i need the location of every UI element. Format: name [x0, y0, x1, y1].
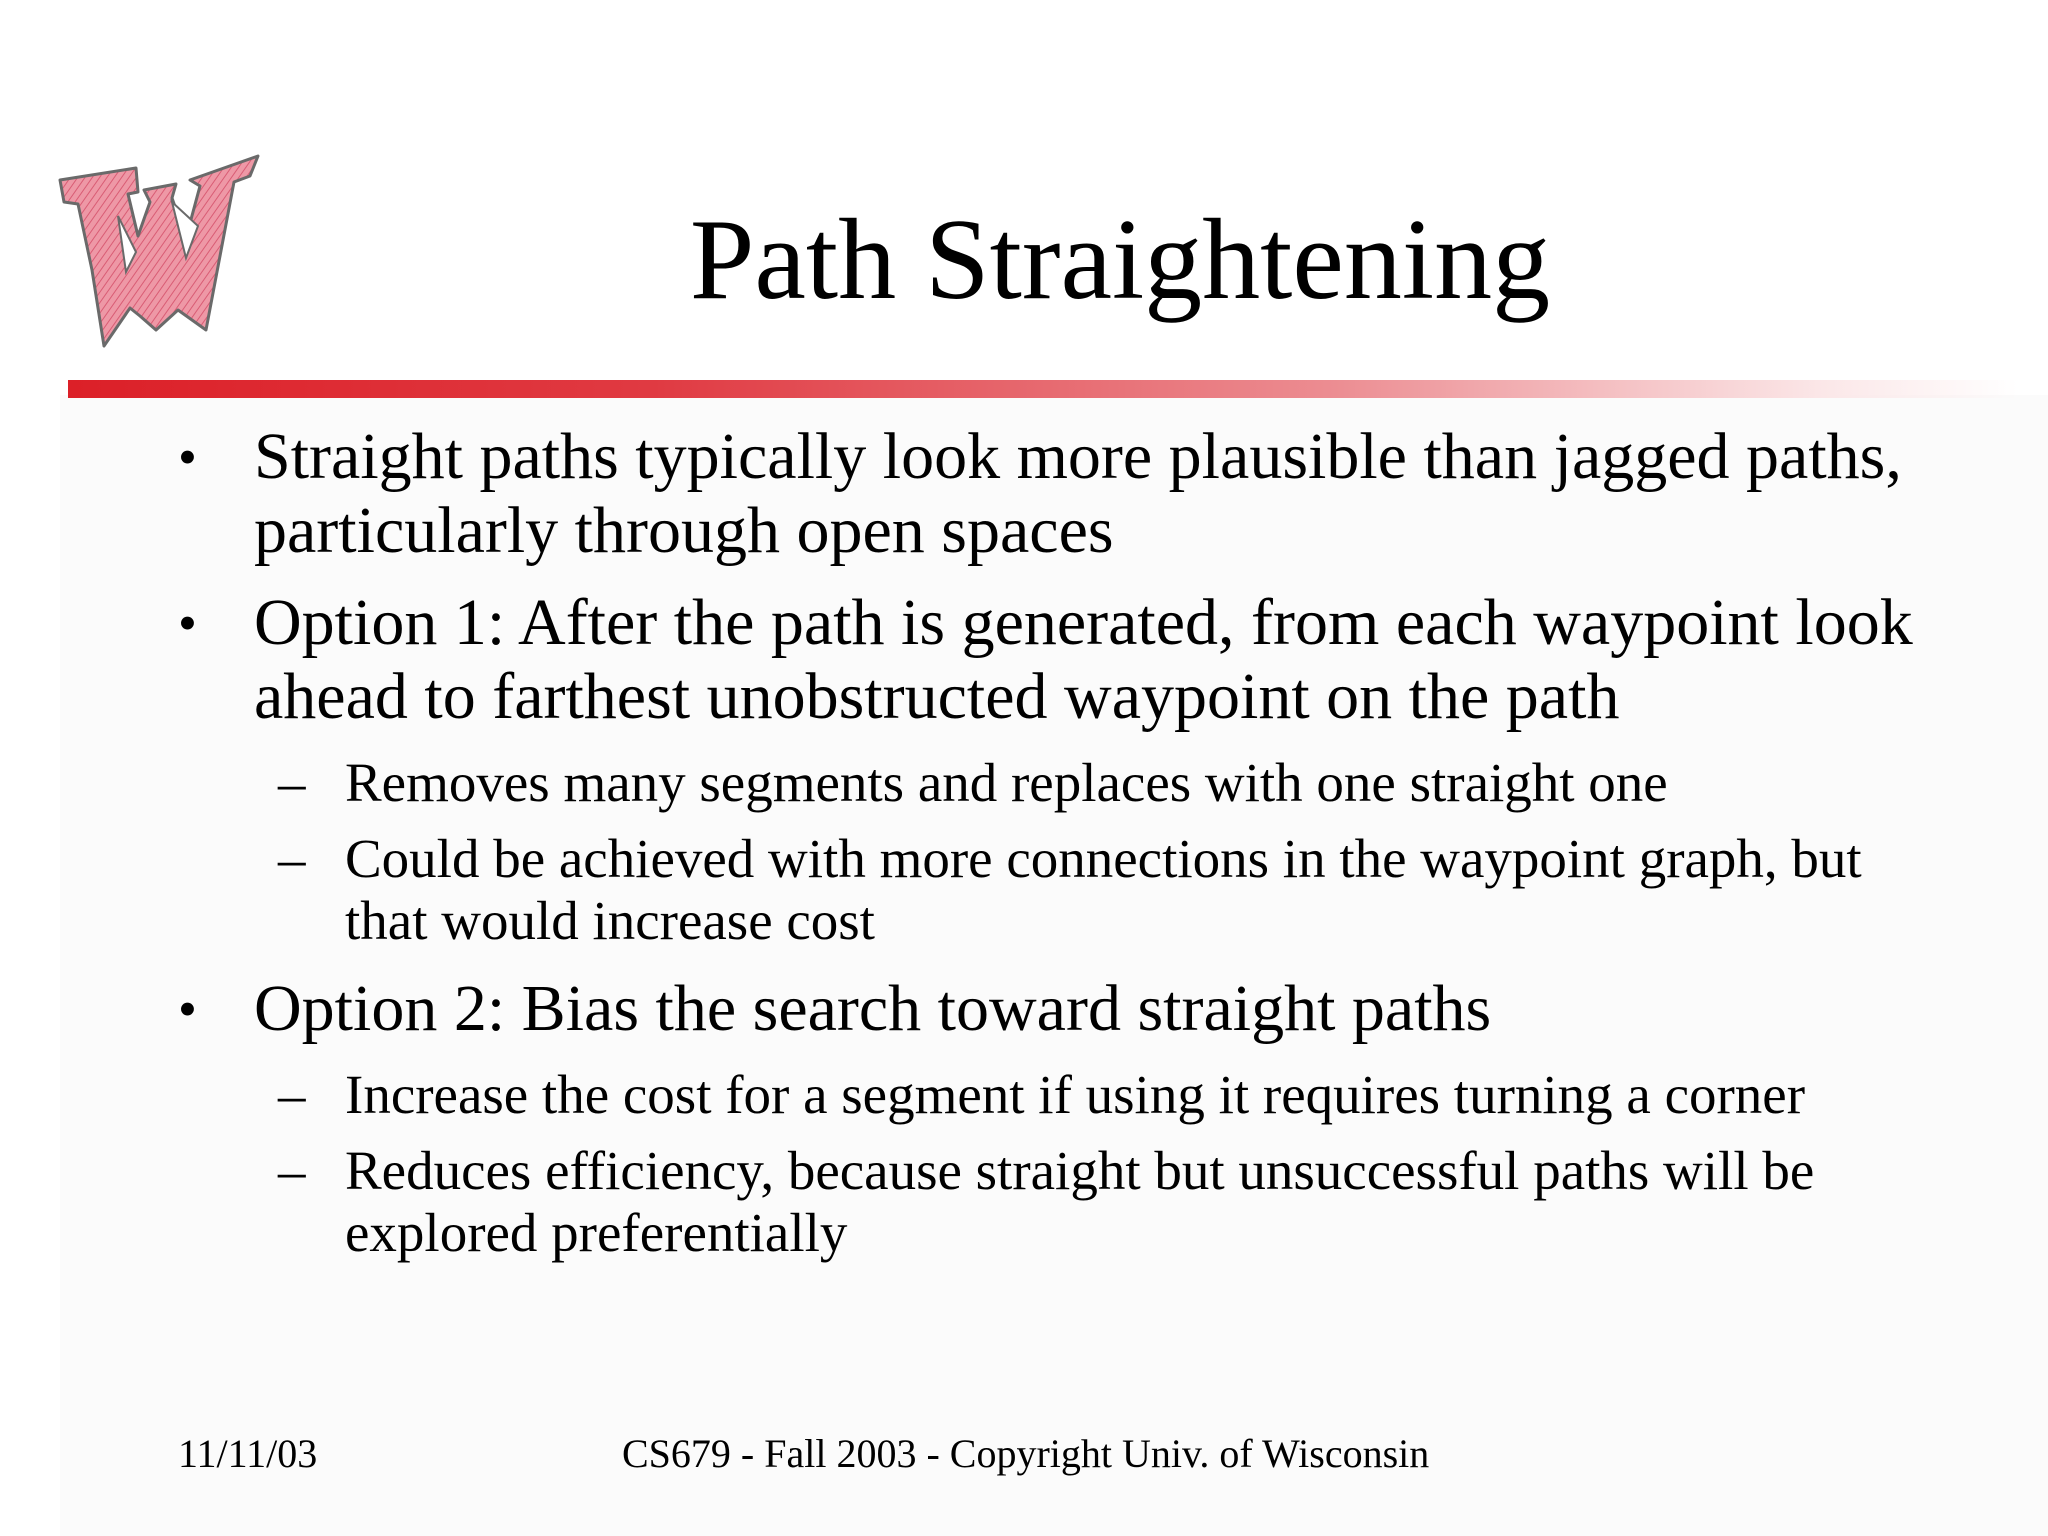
- bullet-item: [170, 586, 1930, 734]
- sub-bullet-item: [170, 1064, 1930, 1126]
- title-divider: [68, 380, 2018, 398]
- dash-icon: –: [278, 828, 306, 889]
- sub-bullet-text: Could be achieved with more connections in the waypoint graph, but that would increase cost: [345, 828, 1862, 951]
- slide-title: Path Straightening: [689, 196, 1551, 324]
- sub-bullet-text: Increase the cost for a segment if using it requires turning a corner: [345, 1064, 1806, 1125]
- bullet-item: [170, 972, 1930, 1046]
- dash-icon: –: [278, 1140, 306, 1201]
- bullet-text: Option 1: After the path is generated, from each waypoint look ahead to farthest unobstructed waypoint on the path: [254, 586, 1913, 733]
- sub-bullet-item: [170, 1140, 1930, 1264]
- slide-content: [170, 420, 1930, 1284]
- footer-date: 11/11/03: [178, 1431, 318, 1476]
- sub-bullet-list: [170, 1064, 1930, 1264]
- sub-bullet-text: Removes many segments and replaces with one straight one: [345, 752, 1668, 813]
- bullet-text: Straight paths typically look more plausible than jagged paths, particularly through open spaces: [254, 420, 1902, 567]
- wisconsin-w-logo-icon: [52, 140, 266, 350]
- footer-course-info: CS679 - Fall 2003 - Copyright Univ. of Wisconsin: [622, 1431, 1430, 1476]
- bullet-icon: •: [178, 593, 197, 653]
- sub-bullet-text: Reduces efficiency, because straight but unsuccessful paths will be explored preferentially: [345, 1140, 1815, 1263]
- dash-icon: –: [278, 1064, 306, 1125]
- bullet-icon: •: [178, 427, 197, 487]
- bullet-text: Option 2: Bias the search toward straight paths: [254, 972, 1492, 1045]
- sub-bullet-item: [170, 828, 1930, 952]
- bullet-item: [170, 420, 1930, 568]
- sub-bullet-list: [170, 752, 1930, 952]
- bullet-icon: •: [178, 979, 197, 1039]
- dash-icon: –: [278, 752, 306, 813]
- sub-bullet-item: [170, 752, 1930, 814]
